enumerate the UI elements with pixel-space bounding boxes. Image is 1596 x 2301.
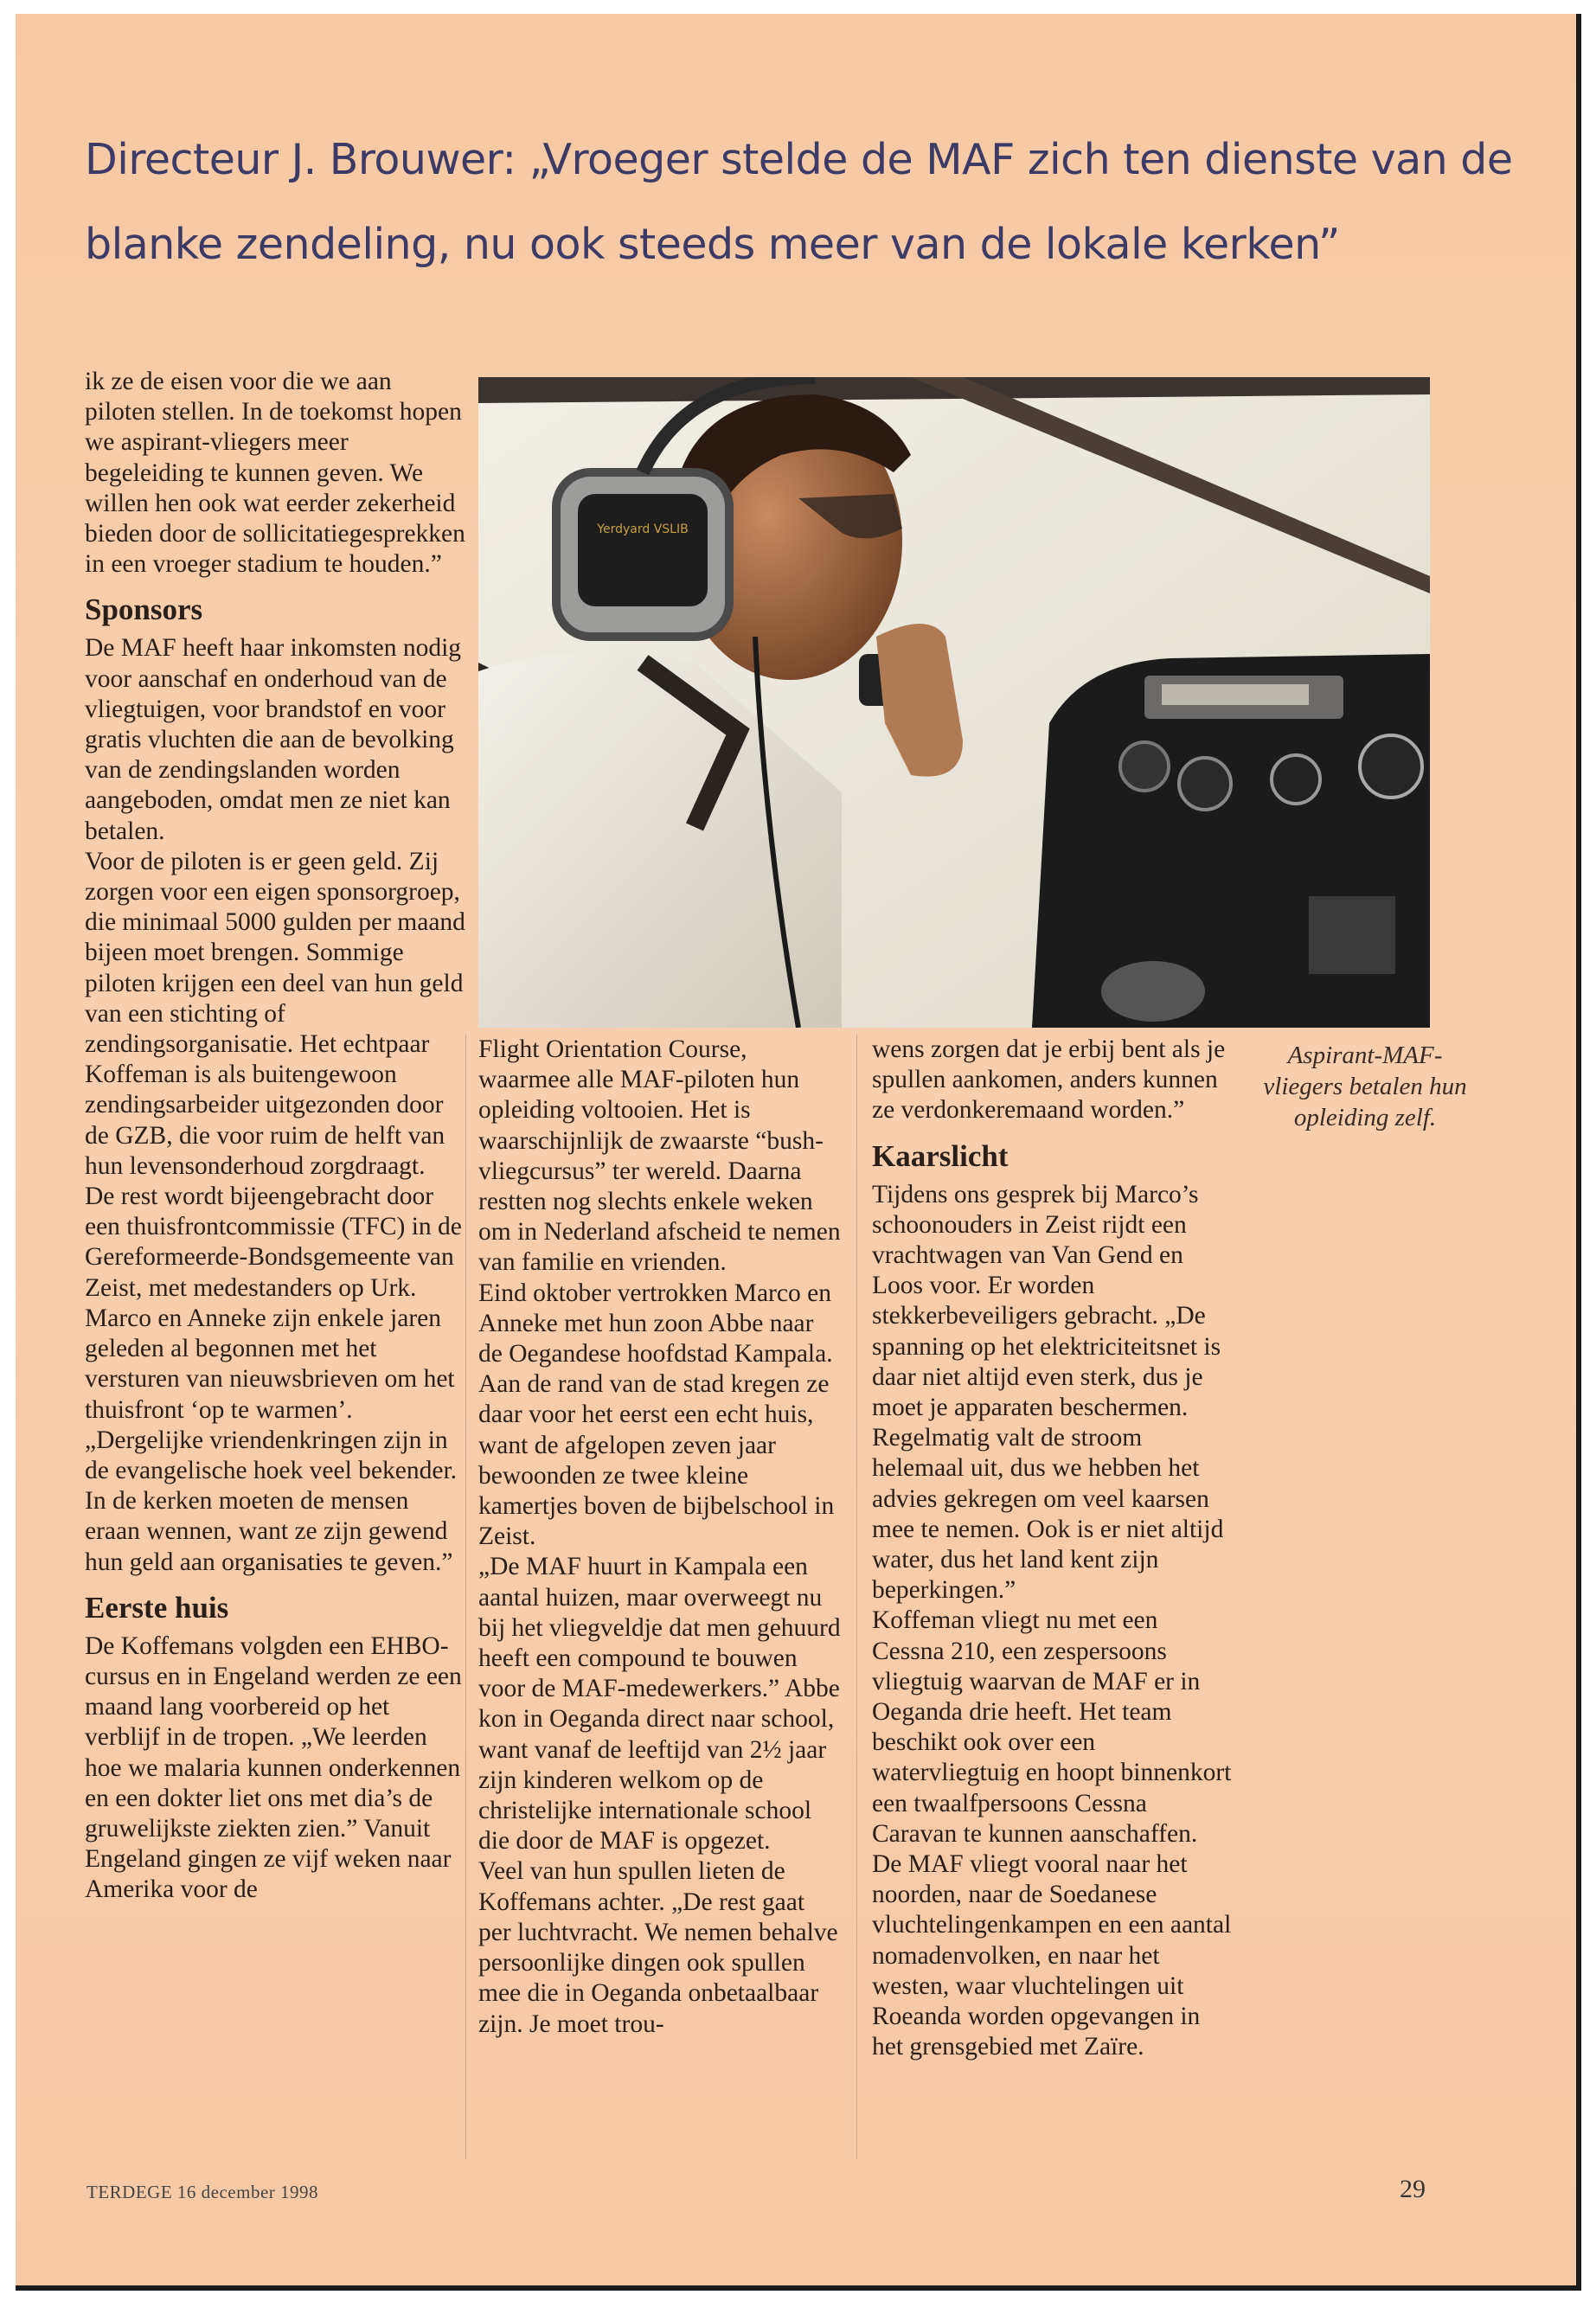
paragraph: wens zorgen dat je erbij bent als je spullen aankomen, anders kunnen ze verdonkeremaand worden.” <box>872 1035 1226 1125</box>
paragraph: Tijdens ons gesprek bij Marco’s schoonouders in Zeist rijdt een vrachtwagen van Van Gend en Loos voor. Er worden stekkerbeveiligers gebracht. „De spanning op het elektriciteitsnet is daar niet altijd even sterk, dus je moet je apparaten beschermen. Regelmatig valt de stroom helemaal uit, dus we hebben het advies gekregen om veel kaarsen mee te nemen. Ook is er niet altijd water, dus het land kent zijn beperkingen.” <box>872 1180 1224 1605</box>
paragraph: De Koffemans volgden een EHBO-cursus en in Engeland werden ze een maand lang voorbereid op het verblijf in de tropen. „We leerden hoe we malaria kunnen onderkennen en een dokter liet ons met dia’s de gruwelijkste ziekten zien.” Vanuit Engeland gingen ze vijf weken naar Amerika voor de <box>85 1631 462 1904</box>
headset-brand-text: Yerdyard VSLIB <box>597 522 689 536</box>
cockpit-photo <box>478 377 1430 1028</box>
photo-caption: Aspirant-MAF-vliegers betalen hun opleiding zelf. <box>1263 1042 1467 1131</box>
paragraph: ik ze de eisen voor die we aan piloten stellen. In de toekomst hopen we aspirant-vliegers meer begeleiding te kunnen geven. We willen hen ook wat eerder zekerheid bieden door de sollicitatiegesprekken in een vroeger stadium te houden.” <box>85 368 465 579</box>
paragraph: De MAF vliegt vooral naar het noorden, naar de Soedanese vluchtelingenkampen en een aantal nomadenvolken, en naar het westen, waar vluchtelingen uit Roeanda worden opgevangen in het grensgebied met Zaïre. <box>872 1850 1232 2061</box>
page-number: 29 <box>1400 2175 1426 2203</box>
paragraph: „De MAF huurt in Kampala een aantal huizen, maar overweegt nu bij het vliegveldje dat men gehuurd heeft een compound te bouwen voor de MAF-medewerkers.” Abbe kon in Oeganda direct naar school, want vanaf de leeftijd van 2½ jaar zijn kinderen welkom op de christelijke internationale school die door de MAF is opgezet. <box>478 1553 841 1856</box>
paragraph: De rest wordt bijeengebracht door een thuisfrontcommissie (TFC) in de Gereformeerde-Bondsgemeente van Zeist, met medestanders op Urk. Marco en Anneke zijn enkele jaren geleden al begonnen met het versturen van nieuwsbrieven om het thuisfront ‘op te warmen’. „Dergelijke vriendenkringen zijn in de evangelische hoek veel bekender. In de kerken moeten de mensen eraan wennen, want ze zijn gewend hun geld aan organisaties te geven.” <box>85 1183 462 1576</box>
headline: Directeur J. Brouwer: „Vroeger stelde de MAF zich ten dienste van de blanke zendeling, nu ook steeds meer van de lokale kerken” <box>85 135 1513 269</box>
column-divider <box>856 1035 857 2159</box>
magazine-page <box>16 14 1581 2291</box>
column-divider <box>465 1035 466 2159</box>
column-3 <box>872 1035 1235 2063</box>
paragraph: De MAF heeft haar inkomsten nodig voor aanschaf en onderhoud van de vliegtuigen, voor brandstof en voor gratis vluchten die aan de bevolking van de zendingslanden worden aangeboden, omdat men ze niet kan betalen. <box>85 634 462 845</box>
subheading-eerste-huis: Eerste huis <box>85 1590 229 1625</box>
paragraph: Flight Orientation Course, waarmee alle MAF-piloten hun opleiding voltooien. Het is waarschijnlijk de zwaarste “bush-vliegcursus” ter wereld. Daarna restten nog slechts enkele weken om in Nederland afscheid te nemen van familie en vrienden. <box>478 1035 841 1277</box>
subheading-sponsors: Sponsors <box>85 593 203 627</box>
subheading-kaarslicht: Kaarslicht <box>872 1138 1009 1173</box>
paragraph: Eind oktober vertrokken Marco en Anneke met hun zoon Abbe naar de Oegandese hoofdstad Kampala. Aan de rand van de stad kregen ze daar voor het eerst een echt huis, want de afgelopen zeven jaar bewoonden ze twee kleine kamertjes boven de bijbelschool in Zeist. <box>478 1279 835 1551</box>
paragraph: Voor de piloten is er geen geld. Zij zorgen voor een eigen sponsorgroep, die minimaal 5000 gulden per maand bijeen moet brengen. Sommige piloten krijgen een deel van hun geld van een stichting of zendingsorganisatie. Het echtpaar Koffeman is als buitengewoon zendingsarbeider uitgezonden door de GZB, die voor ruim de helft van hun levensonderhoud zorgdraagt. <box>85 847 465 1180</box>
footer-publication: TERDEGE 16 december 1998 <box>87 2182 319 2202</box>
paragraph: Veel van hun spullen lieten de Koffemans achter. „De rest gaat per luchtvracht. We nemen behalve persoonlijke dingen ook spullen mee die in Oeganda onbetaalbaar zijn. Je moet trou- <box>478 1857 838 2038</box>
paragraph: Koffeman vliegt nu met een Cessna 210, een zespersoons vliegtuig waarvan de MAF er in Oeganda drie heeft. Het team beschikt ook over een watervliegtuig en hoopt binnenkort een twaalfpersoons Cessna Caravan te kunnen aanschaffen. <box>872 1606 1232 1848</box>
column-1 <box>85 367 465 1906</box>
column-2 <box>478 1035 842 2040</box>
